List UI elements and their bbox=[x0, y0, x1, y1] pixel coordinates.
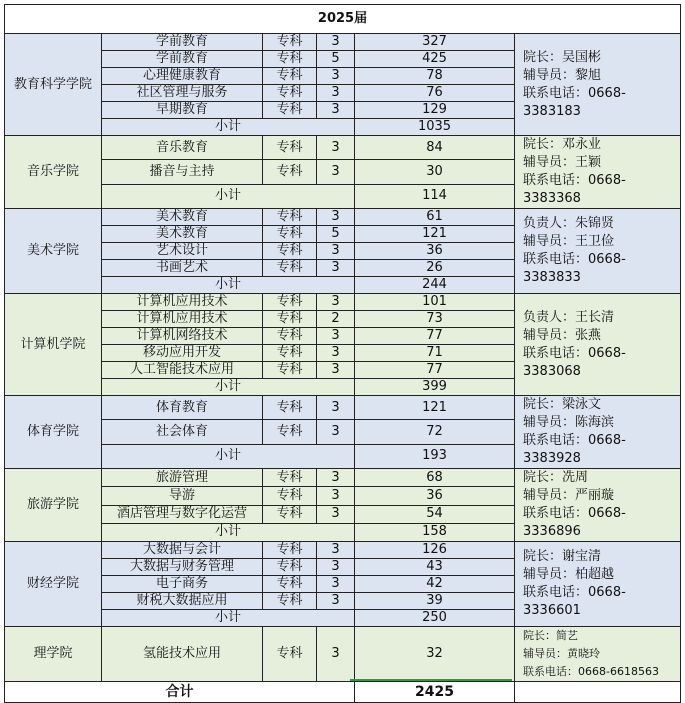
contact-line: 负责人：朱锦贤 bbox=[523, 216, 615, 231]
years-cell[interactable]: 3 bbox=[317, 260, 355, 277]
major-cell[interactable]: 人工智能技术应用 bbox=[102, 362, 263, 379]
contact-line: 辅导员：张燕 bbox=[523, 327, 602, 343]
major-cell[interactable]: 计算机应用技术 bbox=[102, 311, 263, 328]
table-row bbox=[5, 209, 681, 226]
major-cell[interactable]: 电子商务 bbox=[102, 576, 263, 593]
years-cell[interactable]: 3 bbox=[317, 593, 355, 610]
subtotal-label[interactable]: 小计 bbox=[102, 444, 355, 468]
level-cell[interactable]: 专科 bbox=[263, 51, 317, 68]
table-row bbox=[5, 396, 681, 420]
count-cell[interactable]: 42 bbox=[355, 576, 515, 593]
major-cell[interactable]: 美术教育 bbox=[102, 226, 263, 243]
count-cell[interactable]: 39 bbox=[355, 593, 515, 610]
major-cell[interactable]: 学前教育 bbox=[102, 34, 263, 51]
years-cell[interactable]: 3 bbox=[317, 243, 355, 260]
years-cell[interactable]: 3 bbox=[317, 420, 355, 444]
level-cell[interactable]: 专科 bbox=[263, 294, 317, 311]
major-cell[interactable]: 学前教育 bbox=[102, 51, 263, 68]
major-cell[interactable]: 氢能技术应用 bbox=[102, 627, 263, 682]
count-cell[interactable]: 72 bbox=[355, 420, 515, 444]
major-cell[interactable]: 酒店管理与数字化运营 bbox=[102, 505, 263, 523]
contact-line: 院长：邓永业 bbox=[523, 137, 602, 152]
contact-line: 联系电话：0668-3383928 bbox=[523, 433, 626, 466]
count-cell[interactable]: 36 bbox=[355, 243, 515, 260]
years-cell[interactable]: 3 bbox=[317, 576, 355, 593]
contact-line: 院长：谢宝清 bbox=[523, 549, 602, 564]
major-cell[interactable]: 财税大数据应用 bbox=[102, 593, 263, 610]
level-cell[interactable]: 专科 bbox=[263, 34, 317, 51]
college-name-cell[interactable]: 美术学院 bbox=[5, 209, 102, 294]
college-name-cell[interactable]: 计算机学院 bbox=[5, 294, 102, 396]
total-row bbox=[5, 682, 681, 703]
college-name-cell[interactable]: 教育科学学院 bbox=[5, 34, 102, 136]
years-cell[interactable]: 3 bbox=[317, 68, 355, 85]
contact-cell[interactable] bbox=[515, 396, 681, 469]
count-cell[interactable]: 76 bbox=[355, 85, 515, 102]
table-row bbox=[5, 627, 681, 682]
contact-cell[interactable] bbox=[515, 136, 681, 209]
count-cell[interactable]: 77 bbox=[355, 328, 515, 345]
contact-line: 辅导员：柏超越 bbox=[523, 567, 615, 582]
level-cell[interactable]: 专科 bbox=[263, 487, 317, 505]
contact-line: 辅导员：严丽璇 bbox=[523, 488, 615, 503]
level-cell[interactable]: 专科 bbox=[263, 362, 317, 379]
years-cell[interactable]: 3 bbox=[317, 542, 355, 559]
count-cell[interactable]: 126 bbox=[355, 542, 515, 559]
major-cell[interactable]: 旅游管理 bbox=[102, 469, 263, 487]
contact-cell[interactable] bbox=[515, 209, 681, 294]
enrollment-table bbox=[4, 4, 681, 703]
subtotal-label[interactable]: 小计 bbox=[102, 610, 355, 627]
count-cell[interactable]: 73 bbox=[355, 311, 515, 328]
count-cell[interactable]: 68 bbox=[355, 469, 515, 487]
total-value[interactable]: 2425 bbox=[355, 682, 515, 703]
college-name-cell[interactable]: 旅游学院 bbox=[5, 469, 102, 542]
cell-selection-indicator bbox=[350, 679, 512, 681]
years-cell[interactable]: 3 bbox=[317, 160, 355, 184]
count-cell[interactable]: 36 bbox=[355, 487, 515, 505]
years-cell[interactable]: 3 bbox=[317, 136, 355, 160]
contact-line: 联系电话：0668-3383833 bbox=[523, 252, 626, 285]
count-cell[interactable]: 43 bbox=[355, 559, 515, 576]
contact-line: 辅导员：黎旭 bbox=[523, 67, 602, 83]
table-row bbox=[5, 294, 681, 311]
years-cell[interactable]: 3 bbox=[317, 102, 355, 119]
count-cell[interactable]: 327 bbox=[355, 34, 515, 51]
level-cell[interactable]: 专科 bbox=[263, 226, 317, 243]
major-cell[interactable]: 心理健康教育 bbox=[102, 68, 263, 85]
contact-line: 院长：冼周 bbox=[523, 470, 589, 485]
subtotal-value[interactable]: 193 bbox=[355, 444, 515, 468]
count-cell[interactable]: 30 bbox=[355, 160, 515, 184]
subtotal-label[interactable]: 小计 bbox=[102, 523, 355, 541]
subtotal-value[interactable]: 399 bbox=[355, 379, 515, 396]
years-cell[interactable]: 5 bbox=[317, 226, 355, 243]
contact-line: 联系电话：0668-3336601 bbox=[523, 585, 626, 618]
count-cell[interactable]: 54 bbox=[355, 505, 515, 523]
major-cell[interactable]: 播音与主持 bbox=[102, 160, 263, 184]
level-cell[interactable]: 专科 bbox=[263, 396, 317, 420]
contact-line: 院长：吴国彬 bbox=[523, 49, 602, 65]
major-cell[interactable]: 计算机网络技术 bbox=[102, 328, 263, 345]
years-cell[interactable]: 3 bbox=[317, 559, 355, 576]
level-cell[interactable]: 专科 bbox=[263, 260, 317, 277]
college-name-cell[interactable]: 音乐学院 bbox=[5, 136, 102, 209]
contact-line: 联系电话：0668-3383068 bbox=[523, 345, 626, 379]
subtotal-value[interactable]: 158 bbox=[355, 523, 515, 541]
contact-line: 辅导员：黄晓玲 bbox=[523, 647, 600, 660]
major-cell[interactable]: 音乐教育 bbox=[102, 136, 263, 160]
level-cell[interactable]: 专科 bbox=[263, 85, 317, 102]
major-cell[interactable]: 体育教育 bbox=[102, 396, 263, 420]
empty-cell[interactable] bbox=[515, 682, 681, 703]
major-cell[interactable]: 计算机应用技术 bbox=[102, 294, 263, 311]
level-cell[interactable]: 专科 bbox=[263, 209, 317, 226]
level-cell[interactable]: 专科 bbox=[263, 559, 317, 576]
title-row bbox=[5, 5, 681, 34]
years-cell[interactable]: 3 bbox=[317, 396, 355, 420]
level-cell[interactable]: 专科 bbox=[263, 542, 317, 559]
years-cell[interactable]: 3 bbox=[317, 505, 355, 523]
contact-cell[interactable] bbox=[515, 34, 681, 136]
count-cell[interactable]: 121 bbox=[355, 226, 515, 243]
years-cell[interactable]: 3 bbox=[317, 294, 355, 311]
years-cell[interactable]: 3 bbox=[317, 345, 355, 362]
count-cell[interactable]: 121 bbox=[355, 396, 515, 420]
years-cell[interactable]: 5 bbox=[317, 51, 355, 68]
total-label[interactable]: 合计 bbox=[5, 682, 355, 703]
level-cell[interactable]: 专科 bbox=[263, 505, 317, 523]
contact-line: 辅导员：王卫俭 bbox=[523, 234, 615, 249]
major-cell[interactable]: 社区管理与服务 bbox=[102, 85, 263, 102]
count-cell[interactable]: 61 bbox=[355, 209, 515, 226]
major-cell[interactable]: 书画艺术 bbox=[102, 260, 263, 277]
contact-cell[interactable] bbox=[515, 542, 681, 627]
contact-line: 联系电话：0668-6618563 bbox=[523, 665, 659, 678]
contact-line: 院长：简艺 bbox=[523, 629, 578, 642]
level-cell[interactable]: 专科 bbox=[263, 593, 317, 610]
major-cell[interactable]: 大数据与会计 bbox=[102, 542, 263, 559]
level-cell[interactable]: 专科 bbox=[263, 328, 317, 345]
subtotal-label[interactable]: 小计 bbox=[102, 184, 355, 208]
level-cell[interactable]: 专科 bbox=[263, 68, 317, 85]
contact-line: 辅导员：陈海滨 bbox=[523, 415, 615, 430]
level-cell[interactable]: 专科 bbox=[263, 136, 317, 160]
contact-cell[interactable] bbox=[515, 627, 681, 682]
count-cell[interactable]: 26 bbox=[355, 260, 515, 277]
major-cell[interactable]: 导游 bbox=[102, 487, 263, 505]
table-row bbox=[5, 469, 681, 487]
years-cell[interactable]: 3 bbox=[317, 85, 355, 102]
count-cell[interactable]: 32 bbox=[355, 627, 515, 682]
contact-line: 联系电话：0668-3383183 bbox=[523, 85, 626, 119]
contact-cell[interactable] bbox=[515, 294, 681, 396]
years-cell[interactable]: 3 bbox=[317, 487, 355, 505]
count-cell[interactable]: 425 bbox=[355, 51, 515, 68]
years-cell[interactable]: 3 bbox=[317, 209, 355, 226]
college-name-cell[interactable]: 财经学院 bbox=[5, 542, 102, 627]
subtotal-value[interactable]: 114 bbox=[355, 184, 515, 208]
college-name-cell[interactable]: 理学院 bbox=[5, 627, 102, 682]
contact-line: 院长：梁泳文 bbox=[523, 397, 602, 412]
level-cell[interactable]: 专科 bbox=[263, 311, 317, 328]
subtotal-label[interactable]: 小计 bbox=[102, 379, 355, 396]
subtotal-value[interactable]: 1035 bbox=[355, 119, 515, 136]
count-cell[interactable]: 71 bbox=[355, 345, 515, 362]
subtotal-label[interactable]: 小计 bbox=[102, 277, 355, 294]
contact-line: 负责人：王长清 bbox=[523, 309, 615, 325]
count-cell[interactable]: 129 bbox=[355, 102, 515, 119]
years-cell[interactable]: 3 bbox=[317, 469, 355, 487]
count-cell[interactable]: 84 bbox=[355, 136, 515, 160]
table-row bbox=[5, 542, 681, 559]
contact-line: 辅导员：王颖 bbox=[523, 155, 602, 170]
major-cell[interactable]: 移动应用开发 bbox=[102, 345, 263, 362]
contact-line: 联系电话：0668-3383368 bbox=[523, 173, 626, 206]
count-cell[interactable]: 101 bbox=[355, 294, 515, 311]
level-cell[interactable]: 专科 bbox=[263, 627, 317, 682]
table-row bbox=[5, 34, 681, 51]
major-cell[interactable]: 艺术设计 bbox=[102, 243, 263, 260]
subtotal-label[interactable]: 小计 bbox=[102, 119, 355, 136]
major-cell[interactable]: 美术教育 bbox=[102, 209, 263, 226]
years-cell[interactable]: 3 bbox=[317, 362, 355, 379]
level-cell[interactable]: 专科 bbox=[263, 469, 317, 487]
level-cell[interactable]: 专科 bbox=[263, 243, 317, 260]
sheet-title[interactable]: 2025届 bbox=[5, 5, 681, 34]
subtotal-value[interactable]: 244 bbox=[355, 277, 515, 294]
level-cell[interactable]: 专科 bbox=[263, 345, 317, 362]
major-cell[interactable]: 早期教育 bbox=[102, 102, 263, 119]
years-cell[interactable]: 3 bbox=[317, 328, 355, 345]
major-cell[interactable]: 大数据与财务管理 bbox=[102, 559, 263, 576]
count-cell[interactable]: 78 bbox=[355, 68, 515, 85]
years-cell[interactable]: 3 bbox=[317, 34, 355, 51]
years-cell[interactable]: 3 bbox=[317, 627, 355, 682]
subtotal-value[interactable]: 250 bbox=[355, 610, 515, 627]
years-cell[interactable]: 2 bbox=[317, 311, 355, 328]
count-cell[interactable]: 77 bbox=[355, 362, 515, 379]
major-cell[interactable]: 社会体育 bbox=[102, 420, 263, 444]
table-row bbox=[5, 136, 681, 160]
level-cell[interactable]: 专科 bbox=[263, 420, 317, 444]
level-cell[interactable]: 专科 bbox=[263, 102, 317, 119]
contact-line: 联系电话：0668-3336896 bbox=[523, 506, 626, 539]
college-name-cell[interactable]: 体育学院 bbox=[5, 396, 102, 469]
level-cell[interactable]: 专科 bbox=[263, 160, 317, 184]
contact-cell[interactable] bbox=[515, 469, 681, 542]
level-cell[interactable]: 专科 bbox=[263, 576, 317, 593]
